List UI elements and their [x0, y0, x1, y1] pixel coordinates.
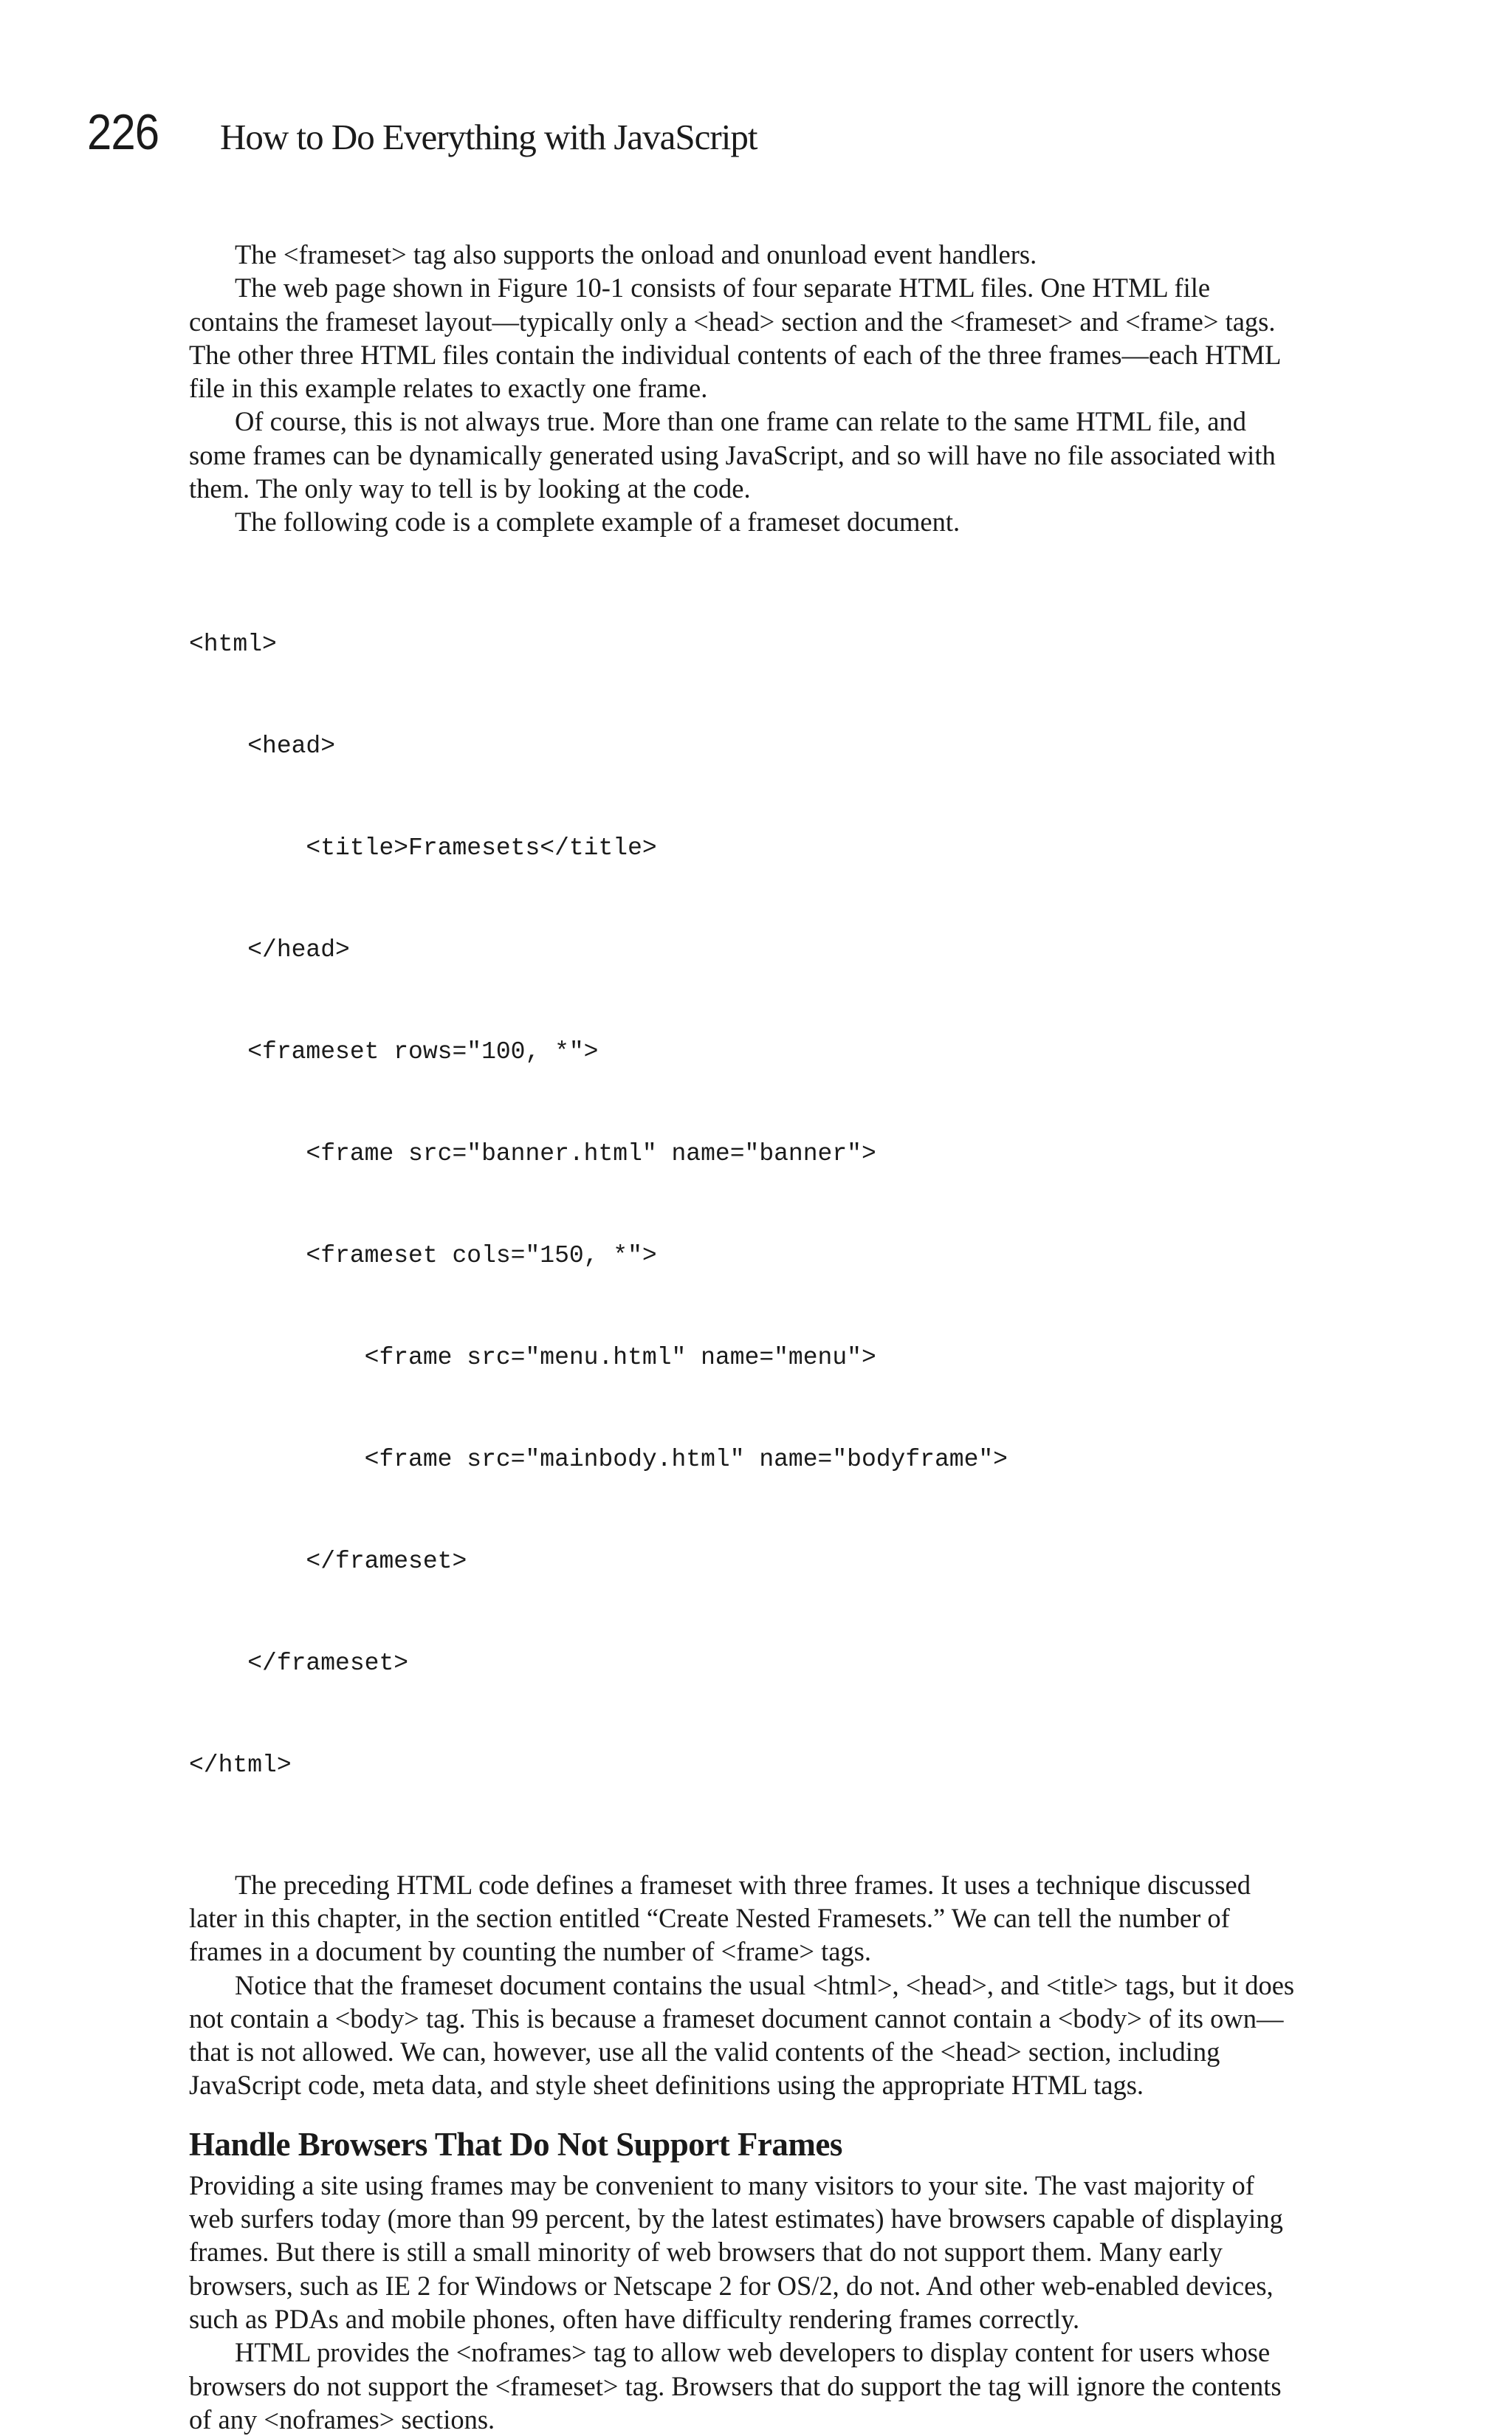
code-line: <html> [189, 630, 277, 658]
code-line: <head> [189, 732, 336, 760]
code-line: </html> [189, 1751, 292, 1779]
paragraph: The web page shown in Figure 10-1 consists of four separate HTML files. One HTML file contains the frameset layout—typically only a <head> section and the <frameset> and <frame> tags. The other three HTML files contain the individual contents of each of the three frames—each HTML file in this example relates to exactly one frame. [189, 272, 1281, 404]
paragraph: Notice that the frameset document contains the usual <html>, <head>, and <title> tags, but it does not contain a <body> tag. This is because a frameset document cannot contain a <body> of its own—that is not allowed. We can, however, use all the valid contents of the <head> section, including JavaScript code, meta data, and style sheet definitions using the appropriate HTML tags. [189, 1969, 1295, 2101]
paragraph: The preceding HTML code defines a frameset with three frames. It uses a technique discussed later in this chapter, in the section entitled “Create Nested Framesets.” We can tell the number of frames in a document by counting the number of <frame> tags. [189, 1869, 1251, 1967]
code-line: <frame src="mainbody.html" name="bodyframe"> [189, 1445, 1008, 1473]
paragraph: Of course, this is not always true. More than one frame can relate to the same HTML file, and some frames can be dynamically generated using JavaScript, and so will have no file associated with them. The only way to tell is by looking at the code. [189, 406, 1276, 504]
code-line: <frameset cols="150, *"> [189, 1241, 657, 1269]
paragraph: The <frameset> tag also supports the onload and onunload event handlers. [235, 239, 1037, 270]
paragraph: Providing a site using frames may be convenient to many visitors to your site. The vast majority of web surfers today (more than 99 percent, by the latest estimates) have browsers capable of displaying frames. But there is still a small minority of web browsers that do not support them. Many early browsers, such as IE 2 for Windows or Netscape 2 for OS/2, do not. And other web-enabled devices, such as PDAs and mobile phones, often have difficulty rendering frames correctly. [189, 2169, 1283, 2334]
page-header [87, 103, 757, 170]
paragraph: HTML provides the <noframes> tag to allow web developers to display content for users whose browsers do not support the <frameset> tag. Browsers that do support the tag will ignore the contents of any <noframes> sections. [189, 2337, 1282, 2435]
code-line: <frameset rows="100, *"> [189, 1037, 599, 1066]
code-line: </frameset> [189, 1649, 409, 1677]
paragraph: The following code is a complete example of a frameset document. [235, 507, 961, 538]
code-line: </head> [189, 936, 350, 964]
page-body [189, 238, 1296, 2436]
code-line: <frame src="banner.html" name="banner"> [189, 1139, 876, 1167]
code-line: <frame src="menu.html" name="menu"> [189, 1343, 876, 1371]
page-number: 226 [87, 104, 159, 160]
code-listing [189, 560, 1296, 1850]
code-line: </frameset> [189, 1547, 467, 1575]
running-title: How to Do Everything with JavaScript [220, 117, 757, 157]
section-heading: Handle Browsers That Do Not Support Frames [189, 2125, 842, 2163]
code-line: <title>Framesets</title> [189, 834, 657, 862]
